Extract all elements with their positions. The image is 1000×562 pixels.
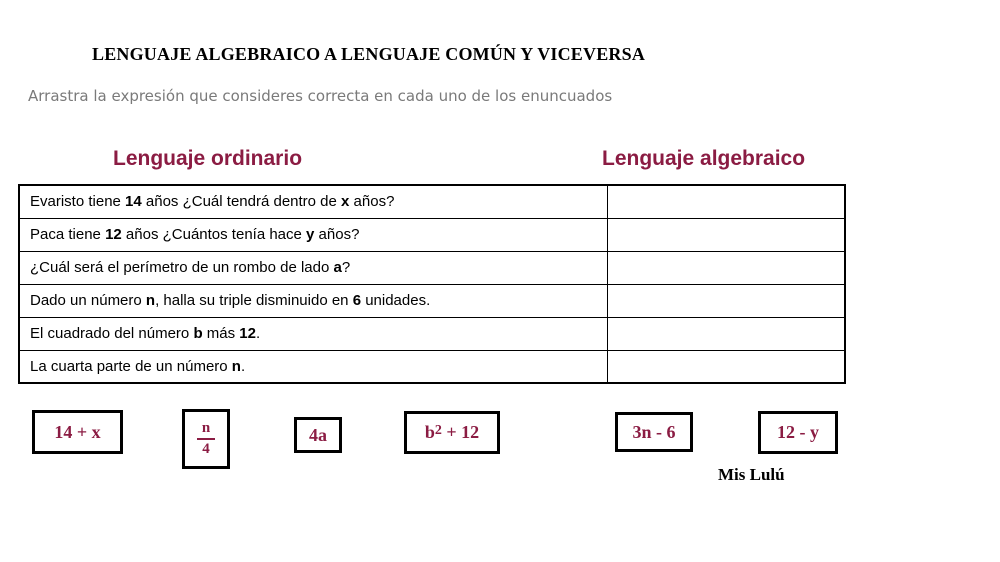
statement-cell: Dado un número n, halla su triple disminuido en 6 unidades.: [19, 284, 607, 317]
drop-zone[interactable]: [607, 251, 845, 284]
statement-cell: El cuadrado del número b más 12.: [19, 317, 607, 350]
instructions-text: Arrastra la expresión que consideres correcta en cada uno de los enuncuados: [28, 87, 613, 105]
statement-cell: ¿Cuál será el perímetro de un rombo de lado a?: [19, 251, 607, 284]
table-row: [19, 251, 845, 284]
draggable-card-12-minus-y[interactable]: 12 - y: [758, 411, 838, 454]
author-signature: Mis Lulú: [718, 465, 785, 484]
table-row: [19, 350, 845, 383]
drop-zone[interactable]: [607, 284, 845, 317]
table-row: [19, 284, 845, 317]
column-header-algebraic: Lenguaje algebraico: [602, 147, 806, 170]
statement-cell: Evaristo tiene 14 años ¿Cuál tendrá dentro de x años?: [19, 185, 607, 218]
drop-zone[interactable]: [607, 218, 845, 251]
table-row: [19, 218, 845, 251]
draggable-card-n-over-4[interactable]: [182, 409, 230, 469]
draggable-card-3n-minus-6[interactable]: 3n - 6: [615, 412, 693, 452]
fraction-bar: [197, 438, 215, 440]
statement-cell: Paca tiene 12 años ¿Cuántos tenía hace y años?: [19, 218, 607, 251]
draggable-card-14-plus-x[interactable]: 14 + x: [32, 410, 123, 454]
exercise-table: [18, 184, 846, 384]
fraction: $\frac{n}{4}$: [197, 421, 215, 457]
drop-zone[interactable]: [607, 317, 845, 350]
draggable-card-b-squared-plus-12[interactable]: b $^2$ + 12: [404, 411, 500, 454]
table-row: [19, 185, 845, 218]
drop-zone[interactable]: [607, 350, 845, 383]
drop-zone[interactable]: [607, 185, 845, 218]
page-title: LENGUAJE ALGEBRAICO A LENGUAJE COMÚN Y VICEVERSA: [92, 44, 646, 64]
table-row: [19, 317, 845, 350]
statement-cell: La cuarta parte de un número n.: [19, 350, 607, 383]
column-header-ordinary: Lenguaje ordinario: [113, 147, 303, 170]
draggable-card-4a[interactable]: 4a: [294, 417, 342, 453]
